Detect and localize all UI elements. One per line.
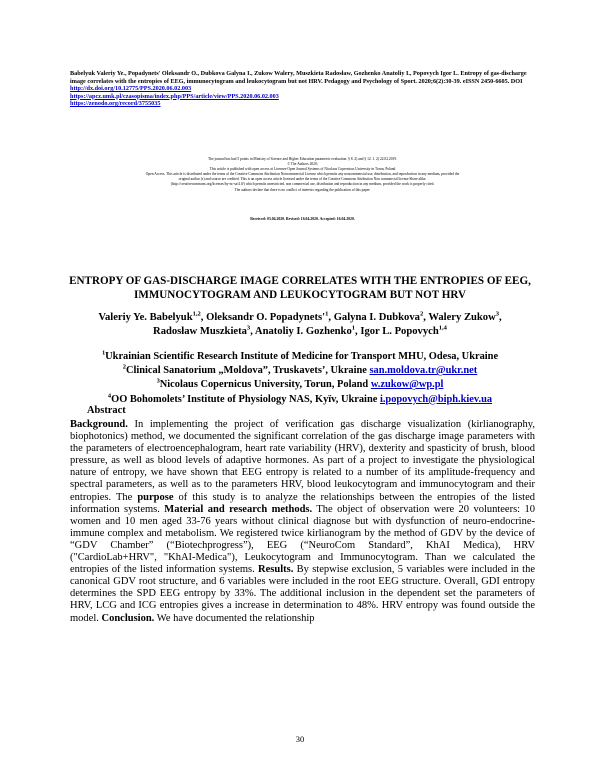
- author-affiliation-index: 1: [325, 310, 329, 318]
- license-notice: [70, 157, 535, 193]
- notice-line: The authors declare that there is no conflict of interests regarding the publication of this paper.: [234, 187, 371, 192]
- author-affiliation-index: 1: [351, 324, 356, 332]
- email-link[interactable]: san.moldova.tr@ukr.net: [369, 365, 478, 377]
- author-name: Igor L. Popovych: [360, 326, 439, 338]
- email-link[interactable]: w.zukow@wp.pl: [370, 379, 444, 391]
- notice-line: original author (s) and source are credited. This is an open access article licensed under the terms of the Creative Commons Attribution Non commercial license Share alike.: [178, 177, 427, 182]
- journal-article-link[interactable]: https://apcz.umk.pl/czasopisma/index.php/PPS/article/view/PPS.2020.06.02.003: [70, 92, 279, 100]
- author-affiliation-index: 2: [419, 310, 424, 318]
- author-name: Radosław Muszkieta: [153, 326, 247, 338]
- author-name: Valeriy Ye. Babelyuk: [98, 312, 193, 323]
- notice-line: The journal has had 5 points in Ministry of Science and Higher Education parametric evaluation. § 8. 2) and § 12. 1. 2) 22.02.2019.: [207, 157, 398, 161]
- author-list: Valeriy Ye. Babelyuk$^{1,2}$, Oleksandr O. $Popadynets'^1$, Galyna I. Dubkova$^2$, Walery Zukow$^3$, Radosław Muszkieta$^3$, Anatoliy I. Gozhenko$^1$, Igor L. Popovych$^{1,4}$: [98, 310, 502, 338]
- notice-line: Open Access. This article is distributed under the terms of the Creative Commons Attribution Noncommercial License which permits any noncommercial use, distribution, and reproduction in any medium, provided the: [145, 172, 460, 177]
- purpose-label: purpose: [137, 491, 174, 503]
- methods-text: The object of observation were 20 volunteers: 10 women and 10 men aged 33-76 years without clinical diagnose but with dysfunction of neuro-endocrine-immune complex and metabolism. We registered twice kirlianogram by the method of GDV by the device of “GDV Chamber” (“Biotechprogress”), EEG (“NeuroCom Standard”, KhAI Medica), HRV ("CardioLab+HRV", "KhAI-Medica"), Leukocytogram and Immunocytogram. Than we calculated the entropies of the listed information systems.: [70, 503, 536, 576]
- author-name: Oleksandr O. Popadynets': [206, 312, 326, 323]
- background-label: Background.: [70, 419, 128, 430]
- affiliation-list: [66, 350, 534, 407]
- author-affiliation-index: 1,4: [438, 324, 447, 332]
- affiliation-item: $^4$OO Bohomolets’ Institute of Physiology NAS, Kyїv, Ukraine i.popovych@biph.kiev.ua: [107, 392, 493, 405]
- author-name: Galyna I. Dubkova: [333, 312, 420, 323]
- notice-line: (http://creativecommons.org/licenses/by-nc-sa/4.0/) which permits unrestricted, non commercial use, distribution and reproduction in any medium, provided the work is properly cited.: [170, 182, 435, 187]
- conclusion-label: Conclusion.: [101, 612, 155, 624]
- purpose-text: of this study is to analyze the relationships between the entropies of the listed information systems.: [70, 491, 535, 515]
- background-text: In implementing the project of verification gas discharge visualization (kirlianography, biophotonics) method, we documented the significant correlation of the gas discharge image parameters with the parameters of electroencephalogram, heart rate variability (HRV), dexterity and spasticity of brush, blood pressure, as well as blood levels of adaptive hormones. As part of a project to investigate the physiological nature of entropy, we have shown that EEG entropy is related to a number of its amplitude-frequency and spectral parameters, as well as to the parameters HRV, blood leukocytogram and immunocytogram and their entropies. The: [70, 419, 535, 503]
- author-name: Walery Zukow: [428, 312, 496, 323]
- doi-link[interactable]: http://dx.doi.org/10.12775/PPS.2020.06.02.003: [70, 85, 192, 93]
- received-dates: Received: 03.04.2020. Revised: 16.04.2020. Accepted: 16.04.2020.: [250, 217, 355, 221]
- abstract-heading: Abstract: [87, 405, 126, 416]
- citation-block: [70, 70, 535, 108]
- affiliation-item: $^2$Clinical Sanatorium „Moldova”, Truskavets’, Ukraine san.moldova.tr@ukr.net: [122, 363, 478, 377]
- paper-title: ENTROPY OF GAS-DISCHARGE IMAGE CORRELATES WITH THE ENTROPIES OF EEG, IMMUNOCYTOGRAM AND LEUKOCYTOGRAM BUT NOT HRV: [69, 275, 531, 301]
- email-link[interactable]: i.popovych@biph.kiev.ua: [379, 393, 493, 405]
- methods-label: Material and research methods.: [164, 503, 313, 515]
- notice-line: © The Authors 2020;: [287, 162, 318, 167]
- author-affiliation-index: 3: [495, 310, 500, 318]
- conclusion-text: We have documented the relationship: [154, 612, 315, 624]
- results-label: Results.: [258, 564, 294, 576]
- results-text: By stepwise exclusion, 5 variables were included in the canonical GDV root structure, and 6 variables were included in the root EEG structure. Overall, GDI entropy determines the SPD EEG entropy by 33%. The additional inclusion in the dependent set the parameters of HRV, LCG and ICG entropies gives a increase in determination to 48%. HRV entropy was found outside the model.: [70, 564, 535, 624]
- abstract-body: [70, 419, 535, 625]
- zenodo-link[interactable]: https://zenodo.org/record/3755035: [70, 100, 161, 108]
- author-affiliation-index: 3: [246, 324, 251, 332]
- citation-text: Babelyuk Valeriy Ye., Popadynets' Oleksandr O., Dubkova Galyna I., Zukow Walery, Muszkieta Radosław, Gozhenko Anatoliy I., Popovych Igor L. Entropy of gas-discharge image correlates with the entropies of EEG, immunocytogram and leukocytogram but not HRV. Pedagogy and Psychology of Sport. 2020;6(2):30-39. eISSN 2450-6605. DOI: [70, 70, 527, 85]
- affiliation-item: $^3$Nicolaus Copernicus University, Torun, Poland w.zukow@wp.pl: [156, 377, 444, 391]
- affiliation-item: $^1$Ukrainian Scientific Research Institute of Medicine for Transport MHU, Odesa, Ukraine: [101, 349, 499, 362]
- page-number: 30: [295, 734, 305, 744]
- notice-line: This article is published with open access at Licensee Open Journal Systems of Nicolaus Copernicus University in Torun, Poland: [209, 167, 396, 172]
- author-affiliation-index: 1,2: [192, 310, 201, 318]
- author-name: Anatoliy I. Gozhenko: [254, 326, 352, 338]
